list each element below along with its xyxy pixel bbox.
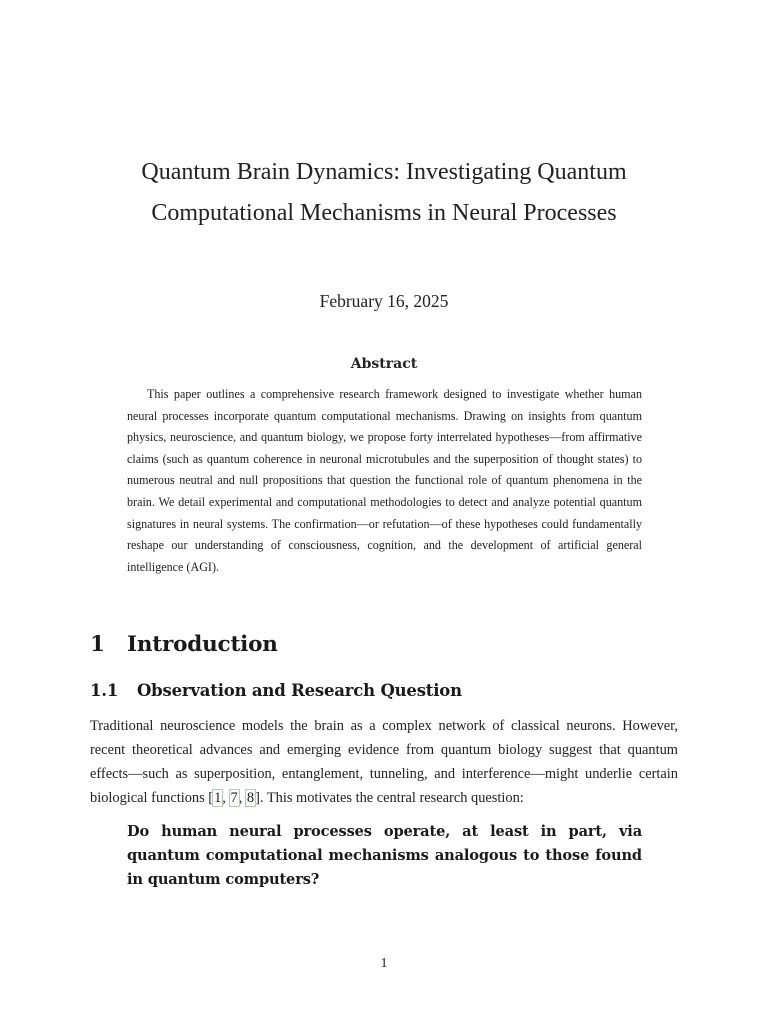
paper-title-line-2: Computational Mechanisms in Neural Processes [151,200,617,226]
research-question: Do human neural processes operate, at least in part, via quantum computational mechanisms analogous to those found in quantum computers? [127,823,642,888]
section-heading-introduction [90,632,278,657]
subsection-title: Observation and Research Question [137,681,462,700]
page-number: 1 [380,956,388,971]
citation-link-7[interactable]: 7 [230,790,238,806]
section-title: Introduction [127,632,278,657]
citation-link-1[interactable]: 1 [214,790,222,806]
abstract-heading: Abstract [350,356,418,372]
intro-text-end: ]. This motivates the central research question: [255,790,524,806]
subsection-heading-observation [90,681,462,700]
abstract-text: This paper outlines a comprehensive research framework designed to investigate whether human neural processes incorporate quantum computational mechanisms. Drawing on insights from quantum physics, neuroscience, and quantum biology, we propose forty interrelated hypotheses—from affirmative claims (such as quantum coherence in neuronal microtubules and the superposition of thought states) to numerous neutral and null propositions that question the functional role of quantum phenomena in the brain. We detail experimental and computational methodologies to detect and analyze potential quantum signatures in neural systems. The confirmation—or refutation—of these hypotheses could fundamentally reshape our understanding of consciousness, cognition, and the development of artificial general intelligence (AGI). [127,387,642,574]
citation-separator: , [222,790,230,806]
section-number: 1 [90,632,105,657]
paper-date: February 16, 2025 [319,291,449,311]
paper-title [60,152,708,234]
paper-title-line-1: Quantum Brain Dynamics: Investigating Quantum [141,159,627,185]
intro-text: Traditional neuroscience models the brain as a complex network of classical neurons. However, recent theoretical advances and emerging evidence from quantum biology suggest that quantum effects—such as superposition, entanglement, tunneling, and interference—might underlie certain biological functions [ [90,718,678,806]
subsection-number: 1.1 [90,681,119,700]
citation-link-8[interactable]: 8 [246,790,255,806]
citation-separator: , [238,790,246,806]
intro-paragraph [90,714,678,810]
